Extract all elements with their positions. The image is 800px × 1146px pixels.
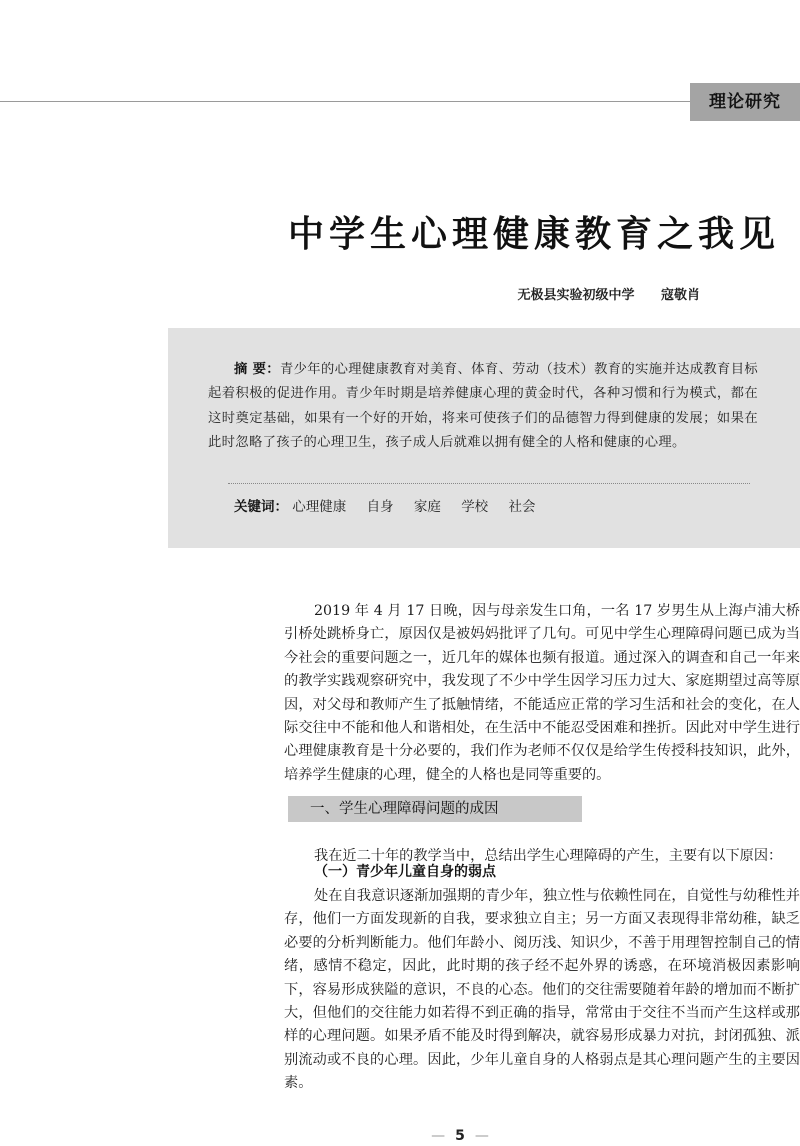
body-paragraph: 2019 年 4 月 17 日晚，因与母亲发生口角，一名 17 岁男生从上海卢浦大桥引桥处跳桥身亡，原因仅是被妈妈批评了几句。可见中学生心理障碍问题已成为当今社会的重要问题之一，近几年的媒体也频有报道。通过深入的调查和自己一年来的教学实践观察研究中，我发现了不少中学生因学习压力过大、家庭期望过高等原因，对父母和教师产生了抵触情绪，不能适应正常的学习生活和社会的变化，在人际交往中不能和他人和谐相处，在生活中不能忍受困难和挫折。因此对中学生进行心理健康教育是十分必要的，我们作为老师不仅仅是给学生传授科技知识，此外，培养学生健康的心理，健全的人格也是同等重要的。: [284, 603, 800, 783]
page-dash-left: —: [431, 1128, 446, 1144]
keywords: [234, 495, 551, 515]
keyword-item: 社会: [508, 499, 536, 515]
abstract-label: 摘 要：: [234, 362, 280, 377]
author-school: 无极县实验初级中学: [517, 288, 635, 303]
header-rule: [0, 101, 690, 102]
subsection-heading: （一）青少年儿童自身的弱点: [314, 864, 496, 880]
page-number-value: 5: [455, 1128, 465, 1144]
abstract-divider: [228, 483, 750, 484]
keyword-item: 心理健康: [292, 499, 347, 515]
page-dash-right: —: [474, 1128, 489, 1144]
page-number: [400, 1128, 520, 1144]
article-title: 中学生心理健康教育之我见: [287, 214, 780, 255]
keywords-label: 关键词：: [234, 499, 288, 515]
keyword-item: 自身: [366, 499, 394, 515]
keyword-item: 学校: [461, 499, 489, 515]
abstract: [208, 358, 758, 456]
author-name: 寇敬肖: [660, 288, 700, 303]
keyword-item: 家庭: [413, 499, 441, 515]
section-intro: 我在近二十年的教学当中，总结出学生心理障碍的产生，主要有以下原因：: [314, 848, 783, 864]
body-paragraph: 处在自我意识逐渐加强期的青少年，独立性与依赖性同在，自觉性与幼稚性并存，他们一方面发现新的自我，要求独立自主；另一方面又表现得非常幼稚，缺乏必要的分析判断能力。他们年龄小、阅历浅、知识少，不善于用理智控制自己的情绪，感情不稳定，因此，此时期的孩子经不起外界的诱惑，在环境消极因素影响下，容易形成狭隘的意识，不良的心态。他们的交往需要随着年龄的增加而不断扩大，但他们的交往能力如若得不到正确的指导，常常由于交往不当而产生这样或那样的心理问题。如果矛盾不能及时得到解决，就容易形成暴力对抗，封闭孤独、派别流动或不良的心理。因此，少年儿童自身的人格弱点是其心理问题产生的主要因素。: [284, 888, 800, 1092]
section-heading: 一、学生心理障碍问题的成因: [288, 796, 582, 822]
abstract-text: 青少年的心理健康教育对美育、体育、劳动（技术）教育的实施并达成教育目标起着积极的促进作用。青少年时期是培养健康心理的黄金时代，各种习惯和行为模式，都在这时奠定基础，如果有一个好的开始，将来可使孩子们的品德智力得到健康的发展；如果在此时忽略了孩子的心理卫生，孩子成人后就难以拥有健全的人格和健康的心理。: [208, 362, 758, 451]
section-tag: 理论研究: [690, 83, 800, 121]
author-line: [400, 284, 700, 303]
